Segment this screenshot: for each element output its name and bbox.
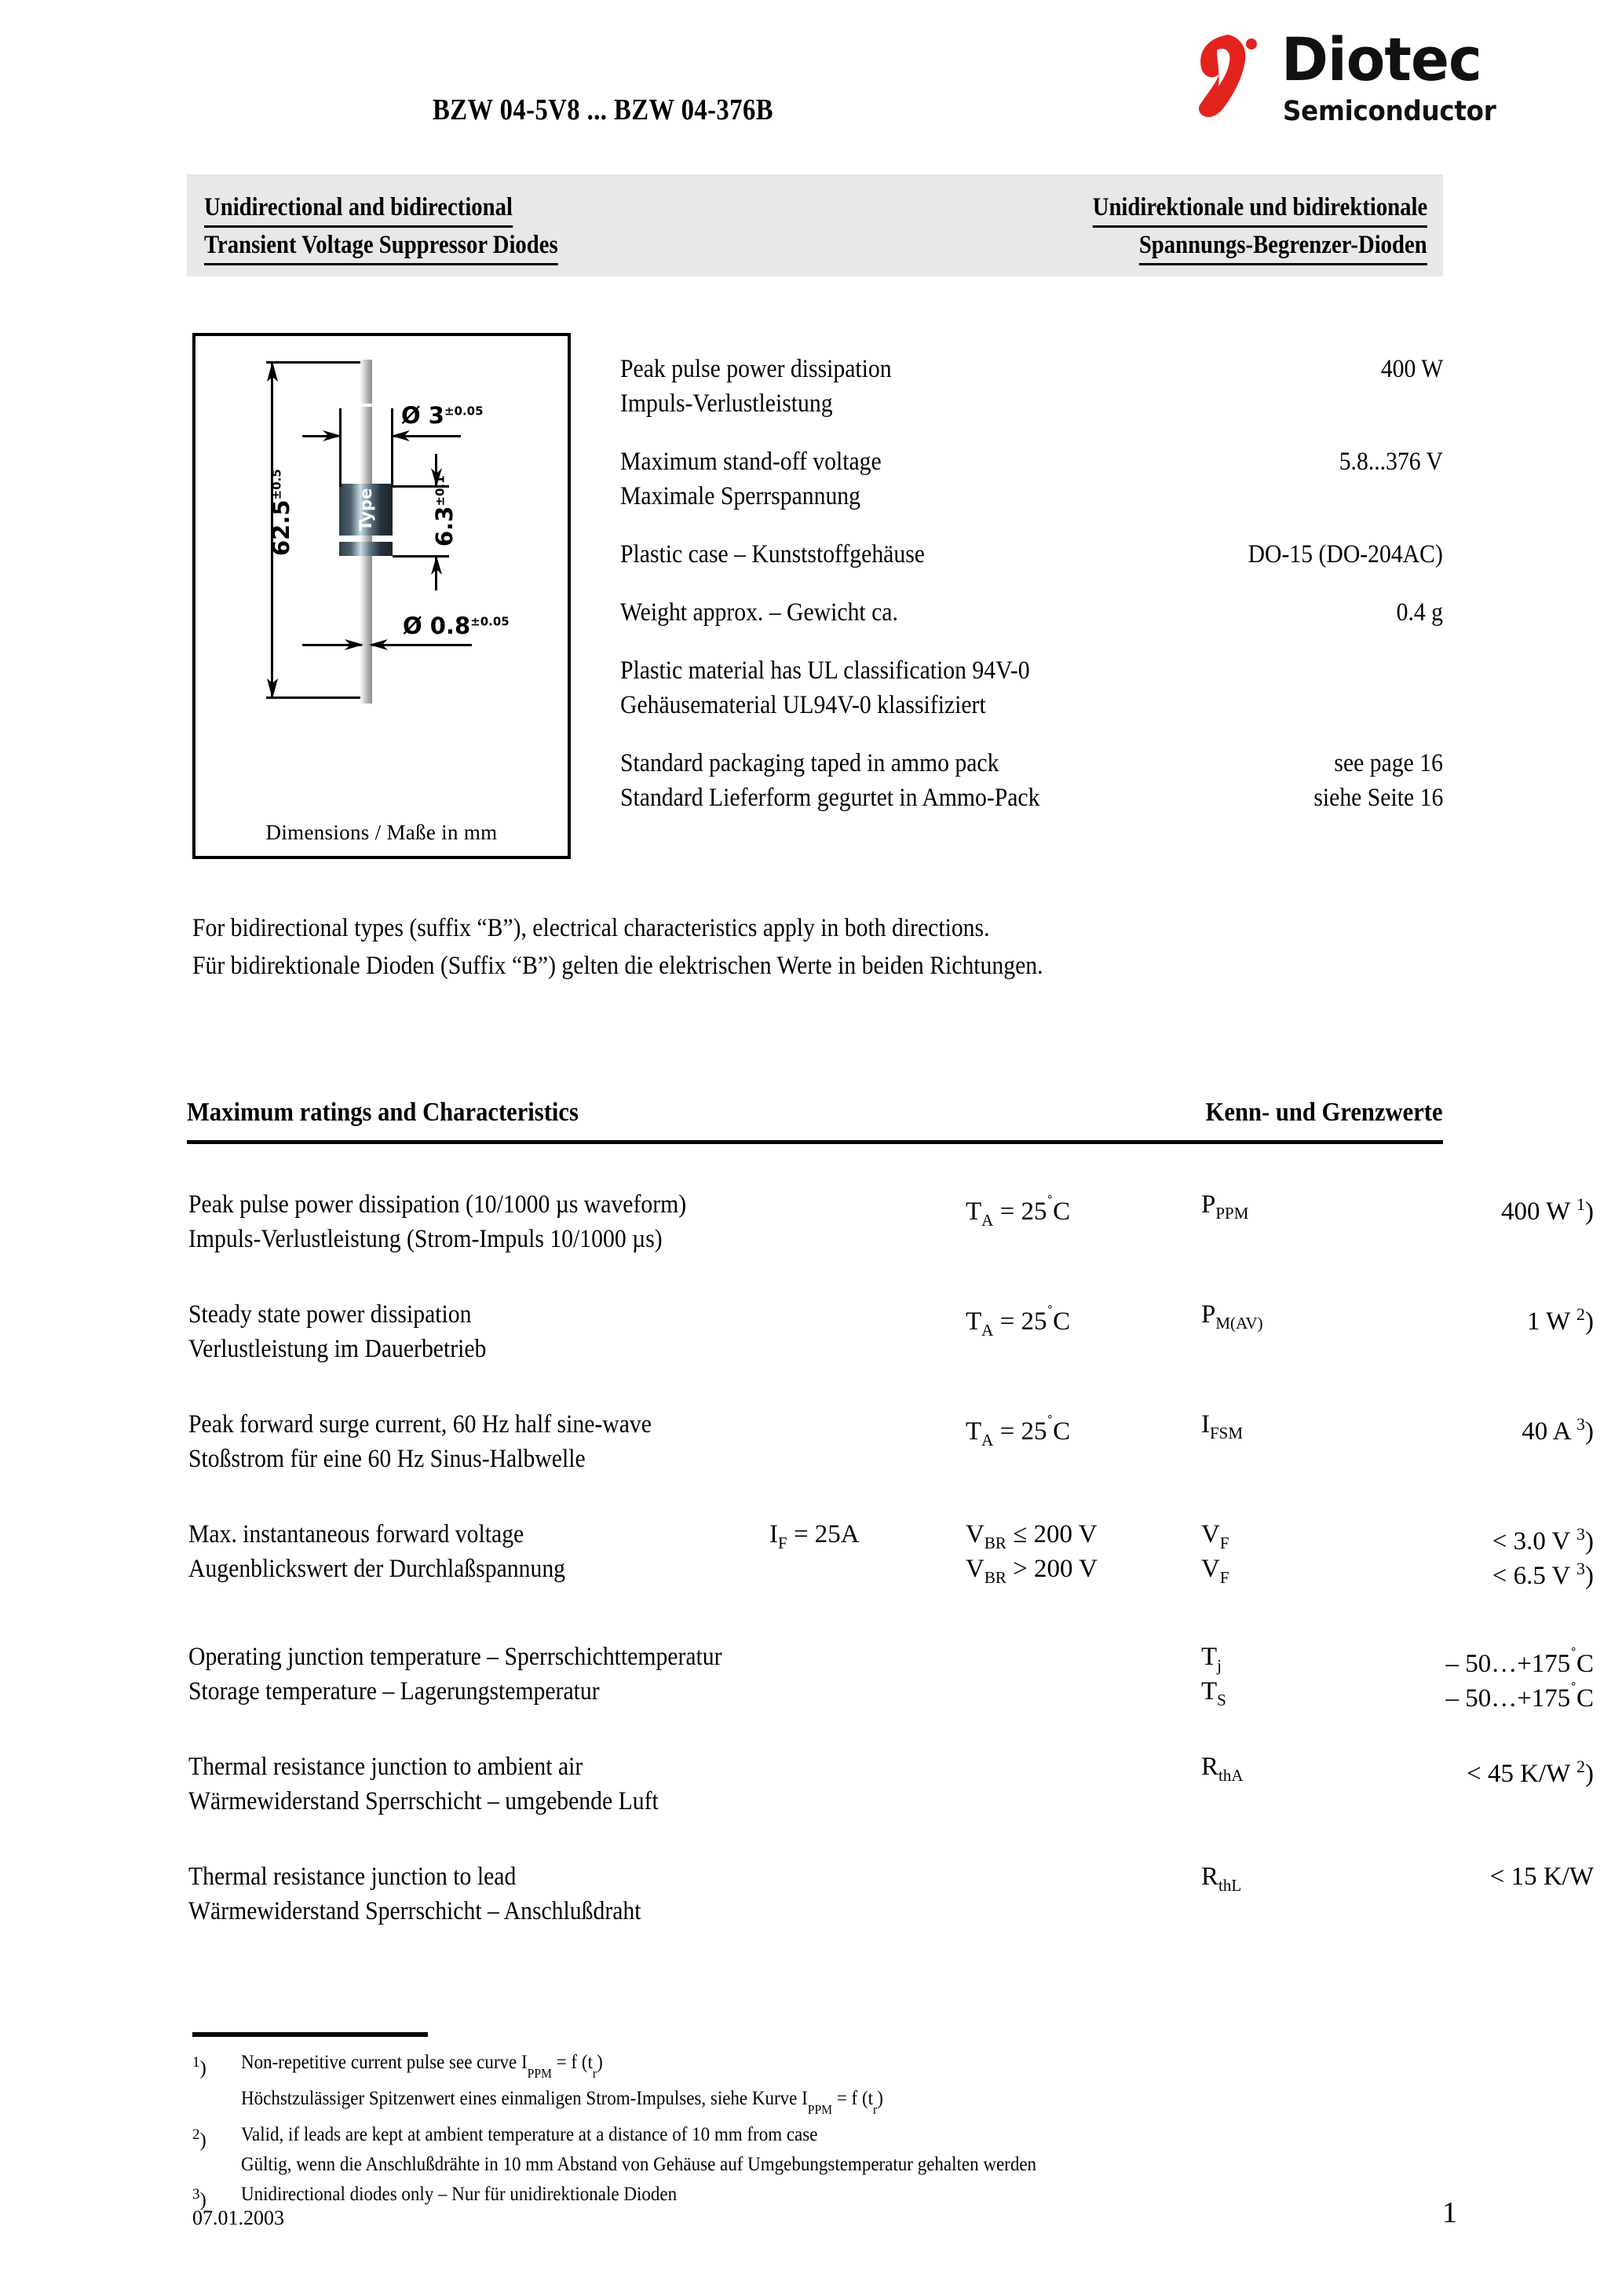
footnote-ref: 1 xyxy=(1576,1194,1585,1214)
breakdown-condition-high: $V_{BR} > 200$ V xyxy=(966,1555,1098,1587)
spec-value: DO-15 (DO-204AC) xyxy=(1248,540,1443,569)
footnote-item xyxy=(192,2120,1448,2180)
dim-label-lead-diameter xyxy=(403,612,510,639)
rating-condition: $T_A = 25^˚C$ xyxy=(966,1193,1071,1230)
junction-temperature-symbol: $T_j$ xyxy=(1201,1643,1222,1675)
spec-value: 400 W xyxy=(1380,355,1443,383)
thermal-symbol: $R_{thA}$ xyxy=(1201,1753,1244,1785)
ext-line-dia3-left xyxy=(339,408,342,487)
footnote-line-en: Non-repetitive current pulse see curve $I_{PPM} = f$ $(t_r)$ xyxy=(241,2052,603,2081)
drawing-caption: Dimensions / Maße in mm xyxy=(265,821,498,844)
spec-row xyxy=(620,444,1443,517)
footnote-line-en: Unidirectional diodes only – Nur für unidirektionale Dioden xyxy=(241,2184,678,2205)
junction-temperature-value: – 50…+175˚C xyxy=(1445,1645,1594,1678)
rating-symbol: $P_{PPM}$ xyxy=(1201,1190,1249,1223)
rating-label-en: Peak forward surge current, 60 Hz half sine-wave xyxy=(188,1410,652,1439)
forward-current-condition: $I_F = 25A$ xyxy=(769,1520,860,1552)
footnote-item xyxy=(192,2048,1448,2120)
diotec-flame-icon xyxy=(1193,33,1275,121)
footnote-ref: 3 xyxy=(1576,1524,1585,1544)
rating-label-de: Verlustleistung im Dauerbetrieb xyxy=(188,1335,487,1363)
dim-label-body-diameter xyxy=(401,402,484,429)
dim-dia3-value: Ø 3 xyxy=(401,402,444,429)
bidirectional-note xyxy=(192,909,1448,985)
footnote-ref: 3 xyxy=(1576,1414,1585,1434)
rating-condition: $T_A = 25^˚C$ xyxy=(966,1303,1071,1340)
dim-dia08-tolerance: ±0.05 xyxy=(470,614,510,629)
logo-subtitle: Semiconductor xyxy=(1283,96,1496,127)
spec-value: see page 16 xyxy=(1334,749,1443,777)
spec-value-de: siehe Seite 16 xyxy=(1313,784,1443,812)
dim-63-value: 6.3 xyxy=(431,506,458,547)
title-band-german xyxy=(1043,190,1427,265)
spec-label-en: Weight approx. – Gewicht ca. xyxy=(620,598,898,627)
breakdown-condition-low: $V_{BR} \le 200$ V xyxy=(966,1520,1098,1552)
arrow-dia08-right xyxy=(369,636,388,653)
rating-label-de: Stoßstrom für eine 60 Hz Sinus-Halbwelle xyxy=(188,1445,586,1473)
arrow-dia08-left xyxy=(345,636,363,653)
title-en-line1: Unidirectional and bidirectional xyxy=(204,190,513,228)
thermal-label-en: Thermal resistance junction to lead xyxy=(188,1863,517,1891)
footnote-line-de: Höchstzulässiger Spitzenwert eines einmaligen Strom-Impulses, siehe Kurve $I_{PPM} = f$ $(t_r)$ xyxy=(241,2088,883,2117)
title-de-line2: Spannungs-Begrenzer-Dioden xyxy=(1139,228,1427,265)
footer-date: 07.01.2003 xyxy=(192,2206,284,2229)
spec-label-de: Standard Lieferform gegurtet in Ammo-Pack xyxy=(620,784,1040,812)
spec-label-en: Plastic case – Kunststoffgehäuse xyxy=(620,540,925,569)
spec-row xyxy=(620,746,1443,818)
spec-label-en: Peak pulse power dissipation xyxy=(620,355,892,383)
spec-label-de: Maximale Sperrspannung xyxy=(620,482,861,510)
dim-dia08-value: Ø 0.8 xyxy=(403,612,471,639)
spec-row xyxy=(620,653,1443,726)
thermal-label-de: Wärmewiderstand Sperrschicht – Anschlußdraht xyxy=(188,1897,641,1925)
dim-63-tolerance: ±0.1 xyxy=(433,475,448,506)
ext-line-dia3-right xyxy=(391,408,393,487)
title-en-line2: Transient Voltage Suppressor Diodes xyxy=(204,228,558,265)
page-title: BZW 04-5V8 ... BZW 04-376B xyxy=(433,93,773,126)
footnotes xyxy=(192,2048,1448,2210)
forward-voltage-label-de: Augenblickswert der Durchlaßspannung xyxy=(188,1555,566,1583)
spec-value: 0.4 g xyxy=(1396,598,1443,627)
footnote-separator xyxy=(192,2032,428,2037)
forward-voltage-value-high: < 6.5 V $^3$) xyxy=(1492,1559,1594,1590)
footer-page-number: 1 xyxy=(1442,2196,1457,2229)
forward-voltage-symbol-high: $V_F$ xyxy=(1201,1555,1229,1587)
rating-value: 40 A $^3$) xyxy=(1522,1414,1594,1446)
spec-value: 5.8...376 V xyxy=(1339,448,1443,476)
diotec-logo xyxy=(1193,24,1507,141)
footnote-marker: $^2$) xyxy=(192,2126,206,2152)
forward-voltage-symbol-low: $V_F$ xyxy=(1201,1520,1229,1552)
spec-label-en: Plastic material has UL classification 94V-0 xyxy=(620,656,1030,685)
thermal-label-en: Thermal resistance junction to ambient air xyxy=(188,1753,583,1781)
storage-temperature-label: Storage temperature – Lagerungstemperatur xyxy=(188,1677,600,1706)
spec-label-de: Gehäusematerial UL94V-0 klassifiziert xyxy=(620,691,986,719)
footnote-ref: 3 xyxy=(1576,1559,1585,1578)
title-band-english xyxy=(204,190,611,265)
arrow-dia3-right xyxy=(391,427,410,444)
specifications-list xyxy=(620,352,1443,839)
footnote-line-en: Valid, if leads are kept at ambient temperature at a distance of 10 mm from case xyxy=(241,2124,818,2145)
junction-temperature-label: Operating junction temperature – Sperrschichttemperatur xyxy=(188,1643,722,1671)
bidirectional-note-de: Für bidirektionale Dioden (Suffix “B”) gelten die elektrischen Werte in beiden Richtungen. xyxy=(192,952,1043,980)
thermal-label-de: Wärmewiderstand Sperrschicht – umgebende Luft xyxy=(188,1787,659,1815)
dim-dia3-tolerance: ±0.05 xyxy=(444,404,484,419)
rating-condition: $T_A = 25^˚C$ xyxy=(966,1413,1071,1450)
title-band xyxy=(187,174,1443,276)
rating-value: 1 W $^2$) xyxy=(1527,1304,1594,1336)
storage-temperature-value: – 50…+175˚C xyxy=(1445,1680,1594,1713)
thermal-symbol: $R_{thL}$ xyxy=(1201,1863,1242,1895)
package-drawing xyxy=(192,333,571,859)
dim-length-tolerance: ±0.5 xyxy=(269,469,284,500)
ratings-heading-en: Maximum ratings and Characteristics xyxy=(187,1098,579,1127)
forward-voltage-value-low: < 3.0 V $^3$) xyxy=(1492,1524,1594,1556)
ratings-heading-de: Kenn- und Grenzwerte xyxy=(1205,1098,1443,1127)
spec-label-de: Impuls-Verlustleistung xyxy=(620,389,833,418)
lead-wire-top xyxy=(360,360,372,404)
diode-cathode-band xyxy=(339,542,393,556)
spec-label-en: Maximum stand-off voltage xyxy=(620,448,882,476)
footnote-marker: $^1$) xyxy=(192,2054,206,2079)
rating-label-en: Steady state power dissipation xyxy=(188,1300,472,1329)
rating-value: 400 W $^1$) xyxy=(1501,1194,1594,1226)
lead-wire-bottom xyxy=(360,617,372,704)
arrow-dia3-left xyxy=(323,427,342,444)
logo-wordmark: Diotec xyxy=(1281,24,1481,94)
rating-symbol: $I_{FSM}$ xyxy=(1201,1410,1244,1442)
dim-label-body-length xyxy=(431,475,458,547)
bidirectional-note-en: For bidirectional types (suffix “B”), electrical characteristics apply in both directions. xyxy=(192,914,990,942)
arrow-63-bottom xyxy=(427,556,446,575)
footnote-line-de: Gültig, wenn die Anschlußdrähte in 10 mm Abstand von Gehäuse auf Umgebungstemperatur gehalten werden xyxy=(241,2154,1037,2175)
arrow-length-bottom xyxy=(263,675,282,699)
ratings-heading-rule xyxy=(187,1140,1443,1144)
dim-length-value: 62.5 xyxy=(268,499,294,556)
title-de-line1: Unidirektionale und bidirektionale xyxy=(1092,190,1427,228)
rating-label-de: Impuls-Verlustleistung (Strom-Impuls 10/1000 µs) xyxy=(188,1225,663,1253)
footnote-ref: 2 xyxy=(1576,1304,1585,1324)
footnote-marker: $^3$) xyxy=(192,2186,206,2211)
arrow-length-top xyxy=(263,361,282,385)
storage-temperature-symbol: $T_S$ xyxy=(1201,1677,1226,1709)
rating-label-en: Peak pulse power dissipation (10/1000 µs waveform) xyxy=(188,1190,687,1219)
thermal-value: < 45 K/W $^2$) xyxy=(1467,1757,1594,1788)
forward-voltage-label-en: Max. instantaneous forward voltage xyxy=(188,1520,524,1548)
footnote-item xyxy=(192,2180,1448,2210)
footnote-ref: 2 xyxy=(1576,1757,1585,1776)
diode-type-label: Type xyxy=(356,488,375,532)
spec-row xyxy=(620,352,1443,424)
rating-symbol: $P_{M(AV)}$ xyxy=(1201,1300,1263,1333)
diode-type-marking xyxy=(339,484,393,536)
spec-label-en: Standard packaging taped in ammo pack xyxy=(620,749,999,777)
spec-row xyxy=(620,595,1443,633)
dim-label-length xyxy=(268,469,294,556)
spec-row xyxy=(620,537,1443,575)
thermal-value: < 15 K/W xyxy=(1489,1863,1594,1891)
